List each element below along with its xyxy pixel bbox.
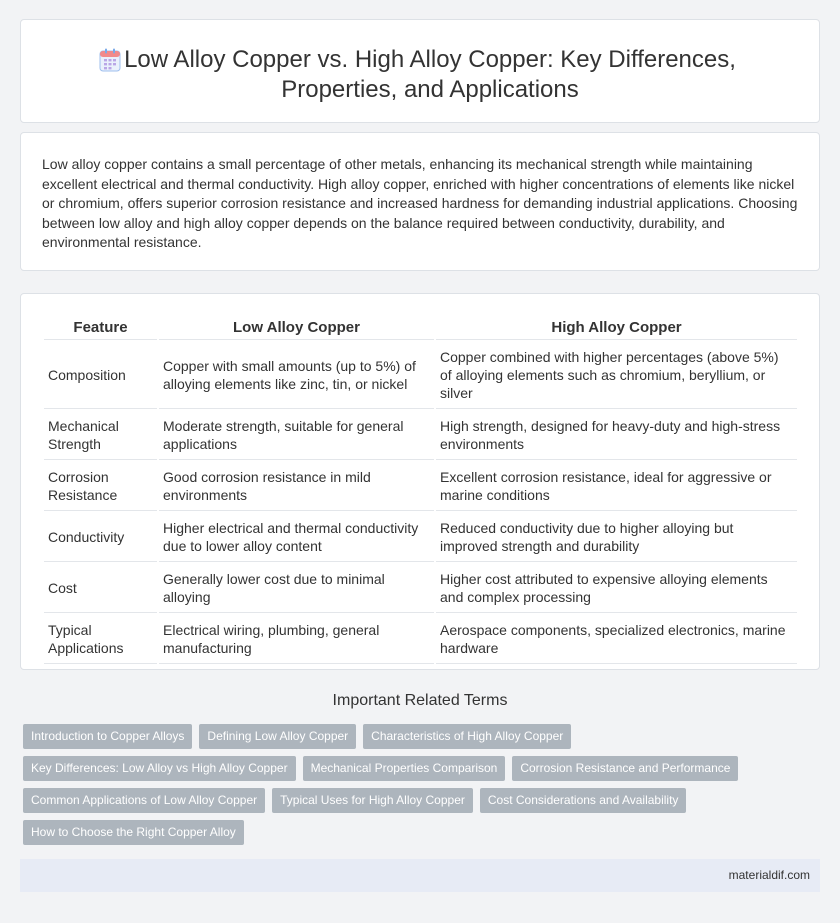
intro-card (20, 132, 820, 271)
cell-feature: Composition (44, 342, 157, 409)
tag-row (23, 756, 813, 788)
table-row (44, 411, 797, 460)
related-term-tag[interactable]: Cost Considerations and Availability (480, 788, 687, 813)
related-terms-heading: Important Related Terms (332, 692, 508, 709)
cell-high-alloy: Copper combined with higher percentages (above 5%) of alloying elements such as chromium, beryllium, or silver (436, 342, 797, 409)
related-term-tag[interactable]: Mechanical Properties Comparison (303, 756, 506, 781)
cell-low-alloy: Higher electrical and thermal conductivity due to lower alloy content (159, 513, 434, 562)
table-row (44, 564, 797, 613)
cell-feature: Corrosion Resistance (44, 462, 157, 511)
tag-row (23, 788, 813, 820)
footer-site-link[interactable]: materialdif.com (728, 868, 810, 882)
column-header-low-alloy: Low Alloy Copper (159, 317, 434, 340)
related-term-tag[interactable]: Characteristics of High Alloy Copper (363, 724, 571, 749)
table-row (44, 513, 797, 562)
table-row (44, 342, 797, 409)
cell-feature: Cost (44, 564, 157, 613)
header-card (20, 19, 820, 123)
related-term-tag[interactable]: Introduction to Copper Alloys (23, 724, 192, 749)
cell-feature: Mechanical Strength (44, 411, 157, 460)
comparison-table-card (20, 293, 820, 670)
tag-row (23, 820, 813, 852)
related-term-tag[interactable]: How to Choose the Right Copper Alloy (23, 820, 244, 845)
comparison-table (42, 315, 799, 666)
cell-low-alloy: Electrical wiring, plumbing, general manufacturing (159, 615, 434, 664)
related-terms-list (23, 724, 813, 852)
cell-high-alloy: Higher cost attributed to expensive alloying elements and complex processing (436, 564, 797, 613)
intro-paragraph: Low alloy copper contains a small percentage of other metals, enhancing its mechanical strength while maintaining excellent electrical and thermal conductivity. High alloy copper, enriched with higher concentrations of elements like nickel or chromium, offers superior corrosion resistance and increased hardness for demanding industrial applications. Choosing between low alloy and high alloy copper depends on the balance required between conductivity, durability, and environmental resistance. (42, 156, 798, 251)
related-term-tag[interactable]: Typical Uses for High Alloy Copper (272, 788, 473, 813)
column-header-high-alloy: High Alloy Copper (436, 317, 797, 340)
cell-low-alloy: Good corrosion resistance in mild environments (159, 462, 434, 511)
page-title: Low Alloy Copper vs. High Alloy Copper: Key Differences, Properties, and Applications (124, 46, 736, 103)
cell-feature: Conductivity (44, 513, 157, 562)
cell-high-alloy: High strength, designed for heavy-duty and high-stress environments (436, 411, 797, 460)
cell-high-alloy: Excellent corrosion resistance, ideal for aggressive or marine conditions (436, 462, 797, 511)
cell-low-alloy: Moderate strength, suitable for general applications (159, 411, 434, 460)
table-row (44, 615, 797, 664)
cell-low-alloy: Copper with small amounts (up to 5%) of alloying elements like zinc, tin, or nickel (159, 342, 434, 409)
related-term-tag[interactable]: Common Applications of Low Alloy Copper (23, 788, 265, 813)
title-wrap (81, 45, 779, 105)
related-term-tag[interactable]: Corrosion Resistance and Performance (512, 756, 738, 781)
related-term-tag[interactable]: Key Differences: Low Alloy vs High Alloy Copper (23, 756, 296, 781)
cell-high-alloy: Aerospace components, specialized electronics, marine hardware (436, 615, 797, 664)
tag-row (23, 724, 813, 756)
column-header-feature: Feature (44, 317, 157, 340)
footer (20, 859, 820, 892)
table-row (44, 462, 797, 511)
cell-feature: Typical Applications (44, 615, 157, 664)
cell-low-alloy: Generally lower cost due to minimal alloying (159, 564, 434, 613)
table-header-row (44, 317, 797, 340)
cell-high-alloy: Reduced conductivity due to higher alloying but improved strength and durability (436, 513, 797, 562)
related-term-tag[interactable]: Defining Low Alloy Copper (199, 724, 356, 749)
